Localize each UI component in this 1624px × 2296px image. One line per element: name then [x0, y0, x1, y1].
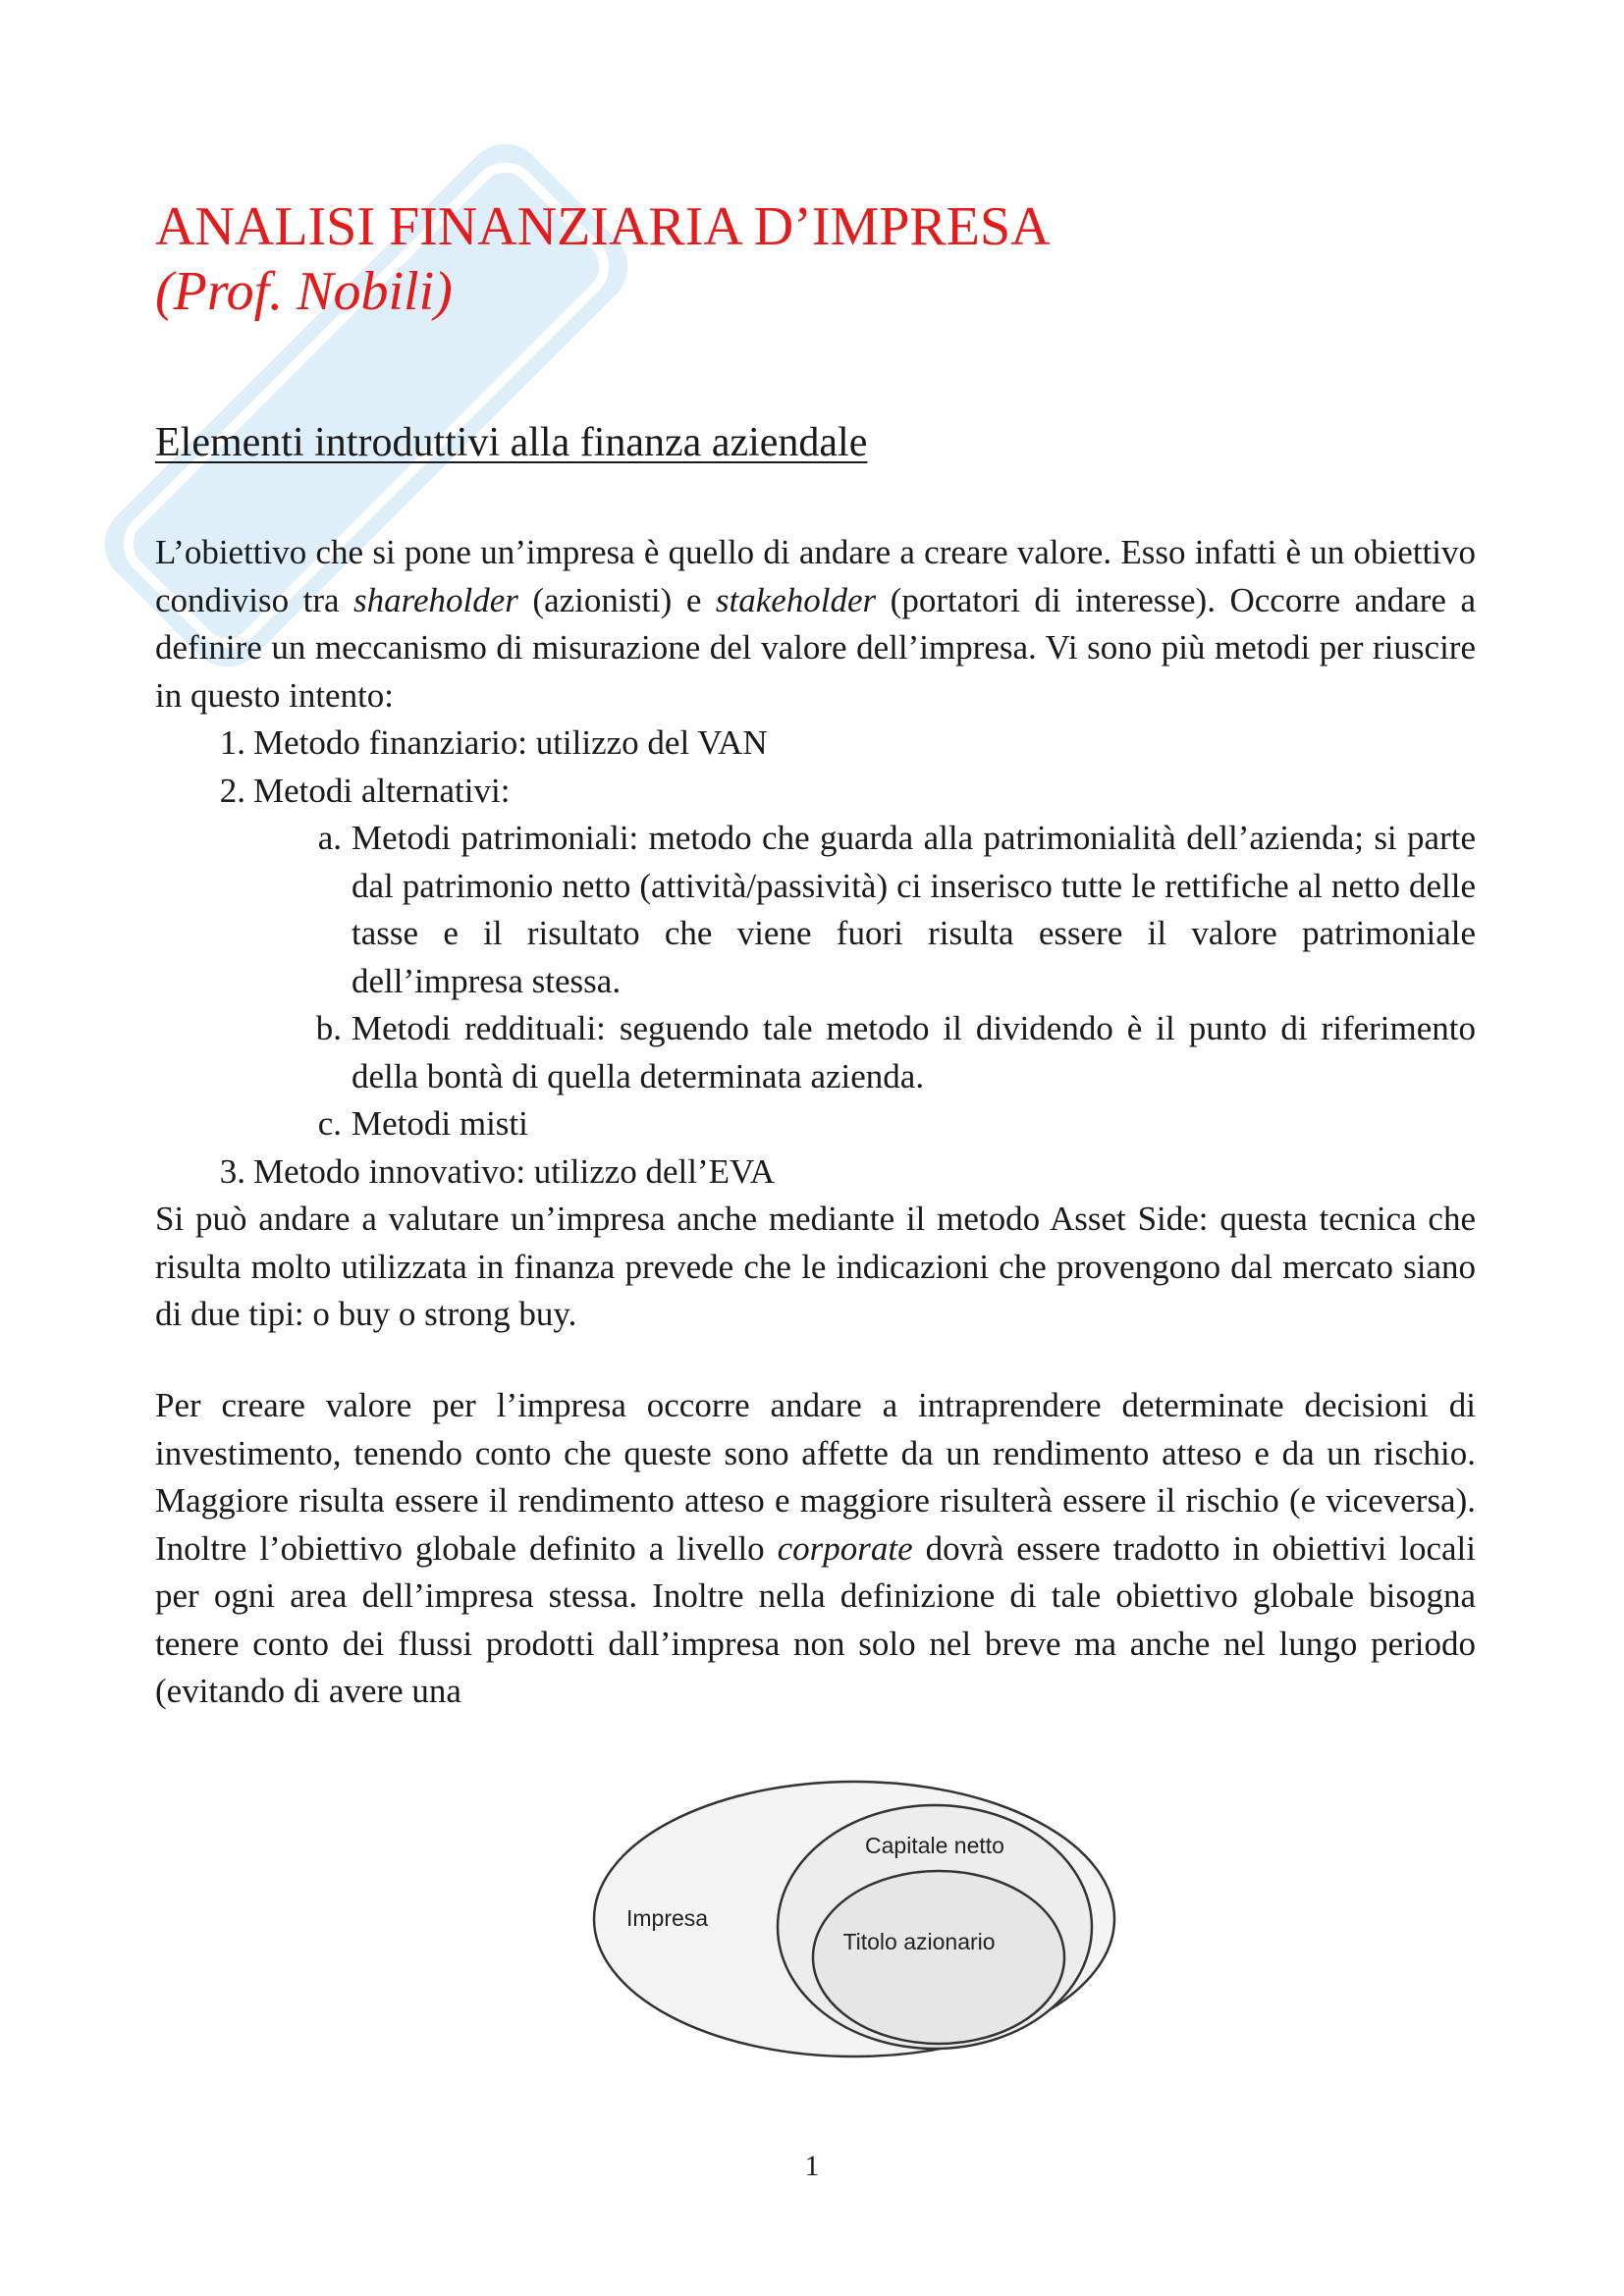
list-item-text: Metodi alternativi:: [253, 771, 511, 810]
intro-text-2: (azionisti) e: [517, 580, 716, 619]
sublist-item-letter: c.: [317, 1104, 342, 1143]
sublist-item-text: Metodi patrimoniali: metodo che guarda alla patrimonialità dell’azienda; si parte dal patrimonio netto (attività/passività) ci inserisco tutte le rettifiche al netto delle tasse e il risultato che viene fuori risulta essere il valore patrimoniale dell’impresa stessa.: [352, 819, 1476, 1000]
sublist-item-letter: a.: [317, 819, 342, 857]
list-item-text: Metodo innovativo: utilizzo dell’EVA: [253, 1151, 776, 1191]
intro-term-shareholder: shareholder: [353, 580, 518, 619]
title-subtitle: (Prof. Nobili): [155, 261, 453, 322]
alternative-methods-sublist: [253, 815, 1476, 1148]
list-item-number: 1.: [219, 723, 245, 762]
list-item: [155, 768, 1476, 1148]
sublist-item: [253, 1100, 1476, 1148]
value-term-corporate: corporate: [777, 1528, 913, 1568]
title-main: ANALISI FINANZIARIA D’IMPRESA: [155, 196, 1051, 257]
sublist-item-text: Metodi misti: [352, 1104, 528, 1143]
sublist-item: [253, 1005, 1476, 1100]
titolo-azionario-ellipse: [813, 1871, 1064, 2044]
value-text-1: Per creare valore per l’impresa occorre andare a intraprendere determinate decisioni di investimento, tenendo conto che queste sono affette da un rendimento atteso e da un rischio. Maggiore risulta essere il rendimento atteso e maggiore risulterà essere il rischio (e viceversa). Inoltre l’obiettivo globale definito a livello: [155, 1386, 1476, 1568]
body-block-1: [155, 529, 1476, 1339]
list-item: [155, 1148, 1476, 1197]
intro-text-1: L’obiettivo che si pone un’impresa è quello di andare a creare valore. Esso infatti è un obiettivo condiviso tra: [155, 533, 1476, 619]
list-item: [155, 720, 1476, 768]
sublist-item-letter: b.: [315, 1009, 342, 1047]
impresa-label: Impresa: [626, 1905, 709, 1931]
intro-text-3: (portatori di interesse). Occorre andare a definire un meccanismo di misurazione del valore dell’impresa. Vi sono più metodi per riuscire in questo intento:: [155, 580, 1476, 715]
body-block-2: [155, 1382, 1476, 1716]
sublist-item: [253, 815, 1476, 1005]
nested-ellipses-diagram: [589, 1777, 1119, 2061]
page-number: 1: [804, 2150, 820, 2182]
value-creation-paragraph: [155, 1382, 1476, 1716]
methods-list: [155, 720, 1476, 1196]
list-item-number: 3.: [219, 1151, 245, 1191]
asset-side-paragraph: Si può andare a valutare un’impresa anche mediante il metodo Asset Side: questa tecnica che risulta molto utilizzata in finanza prevede che le indicazioni che provengono dal mercato siano di due tipi: o buy o strong buy.: [155, 1200, 1476, 1333]
capitale-netto-label: Capitale netto: [865, 1833, 1004, 1858]
intro-paragraph: [155, 529, 1476, 720]
value-text-2: dovrà essere tradotto in obiettivi locali per ogni area dell’impresa stessa. Inoltre nella definizione di tale obiettivo globale bisogna tenere conto dei flussi prodotti dall’impresa non solo nel breve ma anche nel lungo periodo (evitando di avere una: [155, 1528, 1476, 1710]
list-item-number: 2.: [219, 771, 245, 810]
intro-term-stakeholder: stakeholder: [715, 580, 877, 619]
section-heading: Elementi introduttivi alla finanza aziendale: [155, 420, 868, 465]
list-item-text: Metodo finanziario: utilizzo del VAN: [253, 723, 768, 762]
sublist-item-text: Metodi reddituali: seguendo tale metodo il dividendo è il punto di riferimento della bontà di quella determinata azienda.: [352, 1009, 1476, 1095]
document-title: [155, 194, 1051, 324]
titolo-azionario-label: Titolo azionario: [842, 1929, 996, 1954]
